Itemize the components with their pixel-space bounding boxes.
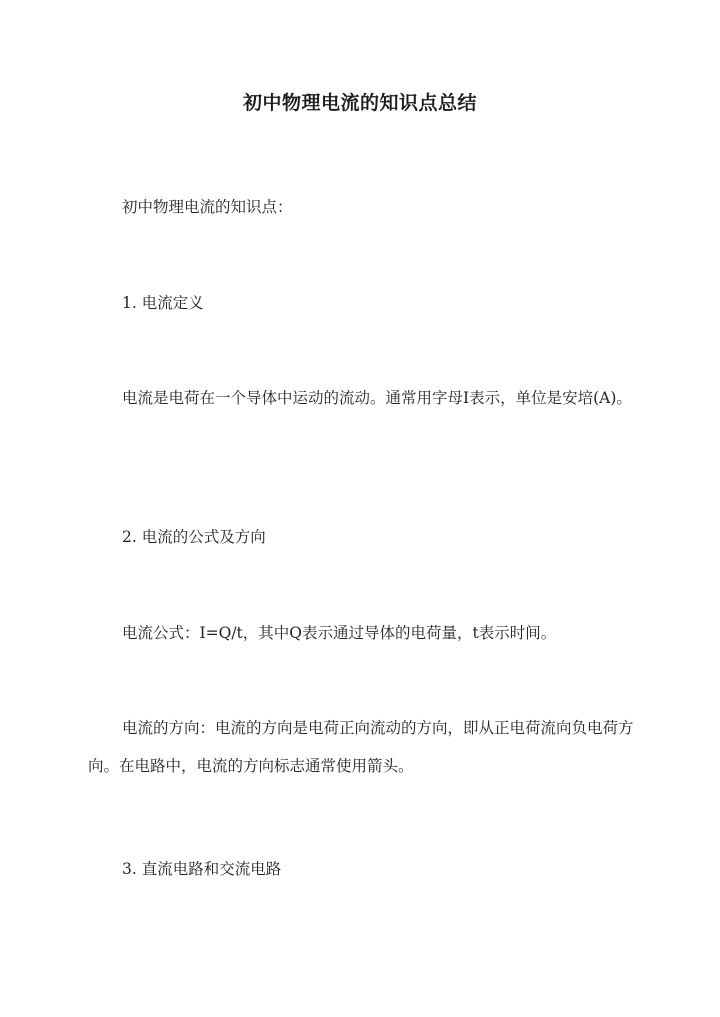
paragraph-current-direction: 电流的方向：电流的方向是电荷正向流动的方向，即从正电荷流向负电荷方向。在电路中，电流的方向标志通常使用箭头。 [88, 719, 634, 775]
section-heading-2: 2. 电流的公式及方向 [122, 528, 266, 546]
document-title: 初中物理电流的知识点总结 [242, 92, 477, 114]
section-heading-1: 1. 电流定义 [122, 294, 204, 312]
section-heading-3: 3. 直流电路和交流电路 [122, 860, 282, 878]
paragraph-current-definition: 电流是电荷在一个导体中运动的流动。通常用字母I表示，单位是安培(A)。 [122, 389, 632, 407]
paragraph-current-formula: 电流公式：I=Q/t，其中Q表示通过导体的电荷量，t表示时间。 [122, 624, 557, 642]
intro-paragraph: 初中物理电流的知识点： [122, 198, 293, 216]
